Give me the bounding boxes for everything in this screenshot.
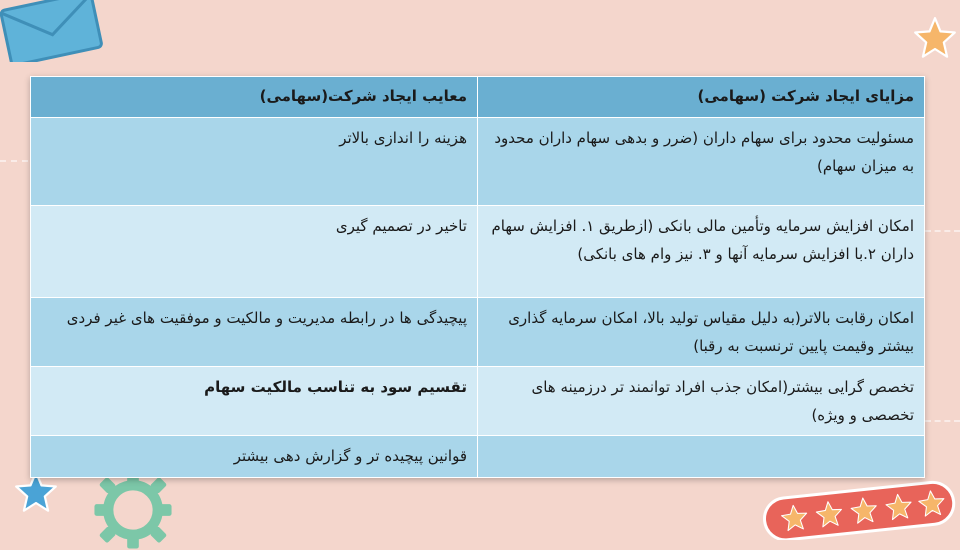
- disadvantage-cell: قوانین پیچیده تر و گزارش دهی بیشتر: [31, 436, 478, 478]
- table-header-row: [31, 77, 925, 118]
- disadvantage-cell: تقسیم سود به تناسب مالکیت سهام: [31, 367, 478, 436]
- decor-dash-line: [0, 160, 28, 162]
- decor-dash-line: [925, 230, 960, 232]
- envelope-icon: [0, 0, 110, 62]
- table-row: [31, 298, 925, 367]
- disadvantage-cell: پیچیدگی ها در رابطه مدیریت و مالکیت و موفقیت های غیر فردی: [31, 298, 478, 367]
- table-row: [31, 436, 925, 478]
- table-row: [31, 118, 925, 206]
- disadvantage-cell: تاخیر در تصمیم گیری: [31, 206, 478, 298]
- advantages-header: مزایای ایجاد شرکت (سهامی): [478, 77, 925, 118]
- comparison-table: [30, 76, 925, 478]
- table-row: [31, 206, 925, 298]
- advantage-cell: تخصص گرایی بیشتر(امکان جذب افراد توانمند تر درزمینه های تخصصی و ویژه): [478, 367, 925, 436]
- disadvantages-header: معایب ایجاد شرکت(سهامی): [31, 77, 478, 118]
- advantage-cell: امکان افزایش سرمایه وتأمین مالی بانکی (ازطریق ۱. افزایش سهام داران ۲.با افزایش سرمایه آنها و ۳. نیز وام های بانکی): [478, 206, 925, 298]
- advantage-cell: امکان رقابت بالاتر(به دلیل مقیاس تولید بالا، امکان سرمایه گذاری بیشتر وقیمت پایین ترنسبت به رقبا): [478, 298, 925, 367]
- rating-stars-icon: [760, 480, 960, 540]
- gear-icon: [78, 470, 188, 550]
- advantage-cell: مسئولیت محدود برای سهام داران (ضرر و بدهی سهام داران محدود به میزان سهام): [478, 118, 925, 206]
- table-row: [31, 367, 925, 436]
- decor-dash-line: [925, 420, 960, 422]
- star-icon: [913, 16, 957, 60]
- advantage-cell: [478, 436, 925, 478]
- disadvantage-cell: هزینه را اندازی بالاتر: [31, 118, 478, 206]
